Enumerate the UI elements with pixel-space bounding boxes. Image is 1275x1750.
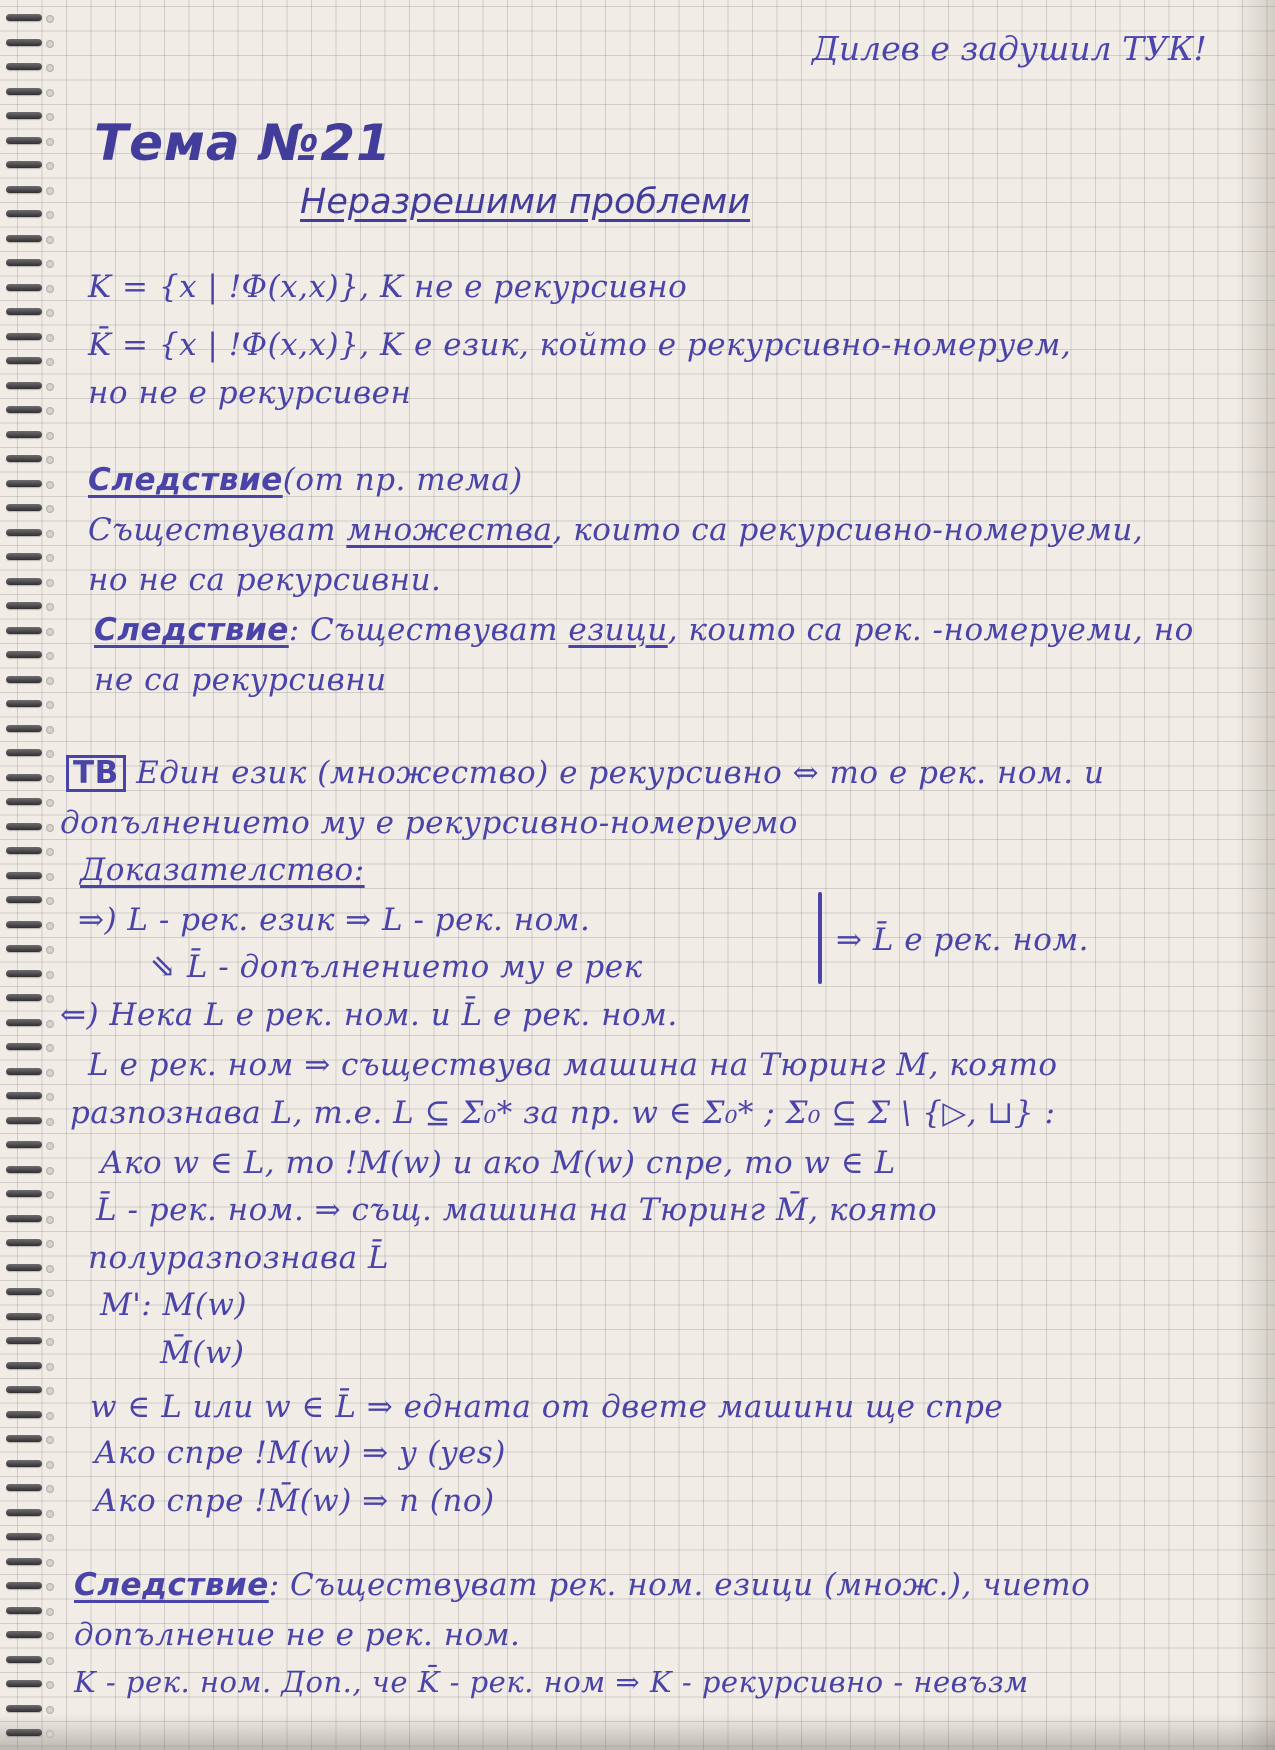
proof-forward-2: ⇘ L̄ - допълнението му е рек	[150, 949, 643, 985]
corollary-2-line-1	[94, 612, 1194, 648]
corner-note: Дилев е задушил ТУК!	[812, 29, 1207, 68]
spiral-ring	[6, 406, 42, 413]
spiral-ring	[6, 1190, 42, 1197]
spiral-ring	[6, 1607, 42, 1614]
spiral-ring	[6, 382, 42, 389]
spiral-ring	[6, 1484, 42, 1491]
spiral-ring	[6, 1411, 42, 1418]
spiral-ring	[6, 1117, 42, 1124]
spiral-ring	[6, 1656, 42, 1663]
spiral-ring	[6, 749, 42, 756]
corollary-2-text-b: , които са рек. -номеруеми, но	[667, 612, 1194, 648]
spiral-ring	[6, 823, 42, 830]
spiral-ring	[6, 1141, 42, 1148]
spiral-ring	[6, 627, 42, 634]
spiral-ring	[6, 235, 42, 242]
spiral-ring	[6, 1558, 42, 1565]
corollary-1-heading	[88, 462, 523, 498]
spiral-ring	[6, 186, 42, 193]
corollary-1-line-2: но не са рекурсивни.	[88, 562, 442, 598]
corollary-3-line-2: допълнение не е рек. ном.	[74, 1617, 521, 1653]
theorem-label: ТВ	[66, 755, 126, 792]
spiral-binding	[0, 0, 60, 1750]
corollary-2-text-a: : Съществуват	[288, 612, 569, 648]
corollary-1-head: Следствие	[88, 462, 283, 498]
intro-line-2: K̄ = {x | !Φ(x,x)}, K е език, който е рекурсивно-номеруем,	[88, 327, 1072, 363]
spiral-ring	[6, 1092, 42, 1099]
corollary-1-text-a: Съществуват	[88, 512, 347, 548]
spiral-ring	[6, 1533, 42, 1540]
proof-back-11: Ако спре !M̄(w) ⇒ n (no)	[94, 1483, 495, 1519]
corollary-2-head: Следствие	[94, 612, 289, 648]
corollary-1-text-b: , които са рекурсивно-номеруеми,	[552, 512, 1144, 548]
corollary-1-note: (от пр. тема)	[282, 462, 523, 498]
spiral-ring	[6, 431, 42, 438]
proof-back-1: ⇐) Нека L е рек. ном. и L̄ е рек. ном.	[60, 997, 678, 1033]
spiral-ring	[6, 1386, 42, 1393]
page-edge-shadow	[1235, 0, 1275, 1750]
spiral-ring	[6, 39, 42, 46]
intro-line-1: K = {x | !Φ(x,x)}, K не е рекурсивно	[88, 269, 688, 305]
theorem-line-2: допълнението му е рекурсивно-номеруемо	[60, 805, 798, 841]
corollary-2-underlined: езици	[568, 612, 668, 648]
spiral-ring	[6, 1435, 42, 1442]
spiral-ring	[6, 210, 42, 217]
spiral-ring	[6, 284, 42, 291]
spiral-ring	[6, 1729, 42, 1736]
spiral-ring	[6, 578, 42, 585]
spiral-ring	[6, 1509, 42, 1516]
spiral-ring	[6, 455, 42, 462]
spiral-ring	[6, 994, 42, 1001]
proof-back-7: M': M(w)	[100, 1287, 248, 1323]
proof-back-2: L е рек. ном ⇒ съществува машина на Тюринг M, която	[88, 1047, 1058, 1083]
spiral-ring	[6, 1215, 42, 1222]
spiral-ring	[6, 725, 42, 732]
spiral-ring	[6, 798, 42, 805]
proof-back-8: M̄(w)	[160, 1335, 245, 1371]
spiral-ring	[6, 137, 42, 144]
spiral-ring	[6, 1043, 42, 1050]
spiral-ring	[6, 161, 42, 168]
proof-back-10: Ако спре !M(w) ⇒ y (yes)	[94, 1435, 506, 1471]
theorem-text-1: Един език (множество) е рекурсивно ⇔ то е рек. ном. и	[136, 755, 1105, 791]
corollary-2-line-2: не са рекурсивни	[94, 662, 387, 698]
spiral-ring	[6, 88, 42, 95]
spiral-ring	[6, 872, 42, 879]
spiral-ring	[6, 63, 42, 70]
spiral-ring	[6, 14, 42, 21]
page-bottom-edge	[0, 1714, 1275, 1750]
spiral-ring	[6, 1680, 42, 1687]
spiral-ring	[6, 1166, 42, 1173]
page-subtitle: Неразрешими проблеми	[300, 182, 751, 222]
spiral-ring	[6, 308, 42, 315]
proof-back-6: полуразпознава L̄	[88, 1240, 389, 1276]
spiral-ring	[6, 553, 42, 560]
spiral-ring	[6, 1068, 42, 1075]
spiral-ring	[6, 1288, 42, 1295]
spiral-ring	[6, 1337, 42, 1344]
spiral-ring	[6, 847, 42, 854]
proof-forward-result: ⇒ L̄ е рек. ном.	[836, 922, 1090, 958]
corollary-3-line-1	[74, 1567, 1091, 1603]
proof-back-4: Ако w ∈ L, то !M(w) и ако M(w) спре, то w ∈ L	[100, 1145, 896, 1181]
corollary-1-line-1	[88, 512, 1144, 548]
corollary-1-underlined: множества	[346, 512, 553, 548]
corollary-3-text-1: : Съществуват рек. ном. езици (множ.), чието	[268, 1567, 1091, 1603]
corollary-3-line-3: K - рек. ном. Доп., че K̄ - рек. ном ⇒ K - рекурсивно - невъзм	[74, 1665, 1029, 1699]
spiral-ring	[6, 357, 42, 364]
spiral-ring	[6, 1239, 42, 1246]
spiral-ring	[6, 1582, 42, 1589]
spiral-ring	[6, 504, 42, 511]
proof-bracket	[818, 892, 822, 984]
proof-back-9: w ∈ L или w ∈ L̄ ⇒ едната от двете машини ще спре	[90, 1389, 1004, 1425]
spiral-ring	[6, 1264, 42, 1271]
spiral-ring	[6, 774, 42, 781]
spiral-ring	[6, 529, 42, 536]
spiral-ring	[6, 333, 42, 340]
spiral-ring	[6, 700, 42, 707]
spiral-ring	[6, 1631, 42, 1638]
corollary-3-head: Следствие	[74, 1567, 269, 1603]
spiral-ring	[6, 1705, 42, 1712]
spiral-ring	[6, 676, 42, 683]
spiral-ring	[6, 1460, 42, 1467]
spiral-ring	[6, 480, 42, 487]
proof-back-3: разпознава L, т.е. L ⊆ Σ₀* за пр. w ∈ Σ₀* ; Σ₀ ⊆ Σ \ {▷, ⊔} :	[70, 1095, 1056, 1131]
intro-line-3: но не е рекурсивен	[88, 375, 412, 411]
spiral-ring	[6, 259, 42, 266]
page-title: Тема №21	[94, 114, 392, 172]
proof-back-5: L̄ - рек. ном. ⇒ същ. машина на Тюринг M̄, която	[96, 1192, 938, 1228]
proof-heading: Доказателство:	[80, 852, 365, 888]
spiral-ring	[6, 602, 42, 609]
spiral-ring	[6, 1362, 42, 1369]
spiral-ring	[6, 970, 42, 977]
spiral-ring	[6, 651, 42, 658]
theorem-line-1	[66, 755, 1104, 792]
spiral-ring	[6, 896, 42, 903]
spiral-ring	[6, 921, 42, 928]
spiral-ring	[6, 945, 42, 952]
spiral-ring	[6, 1019, 42, 1026]
spiral-ring	[6, 1313, 42, 1320]
proof-forward-1: ⇒) L - рек. език ⇒ L - рек. ном.	[78, 902, 591, 938]
spiral-ring	[6, 112, 42, 119]
